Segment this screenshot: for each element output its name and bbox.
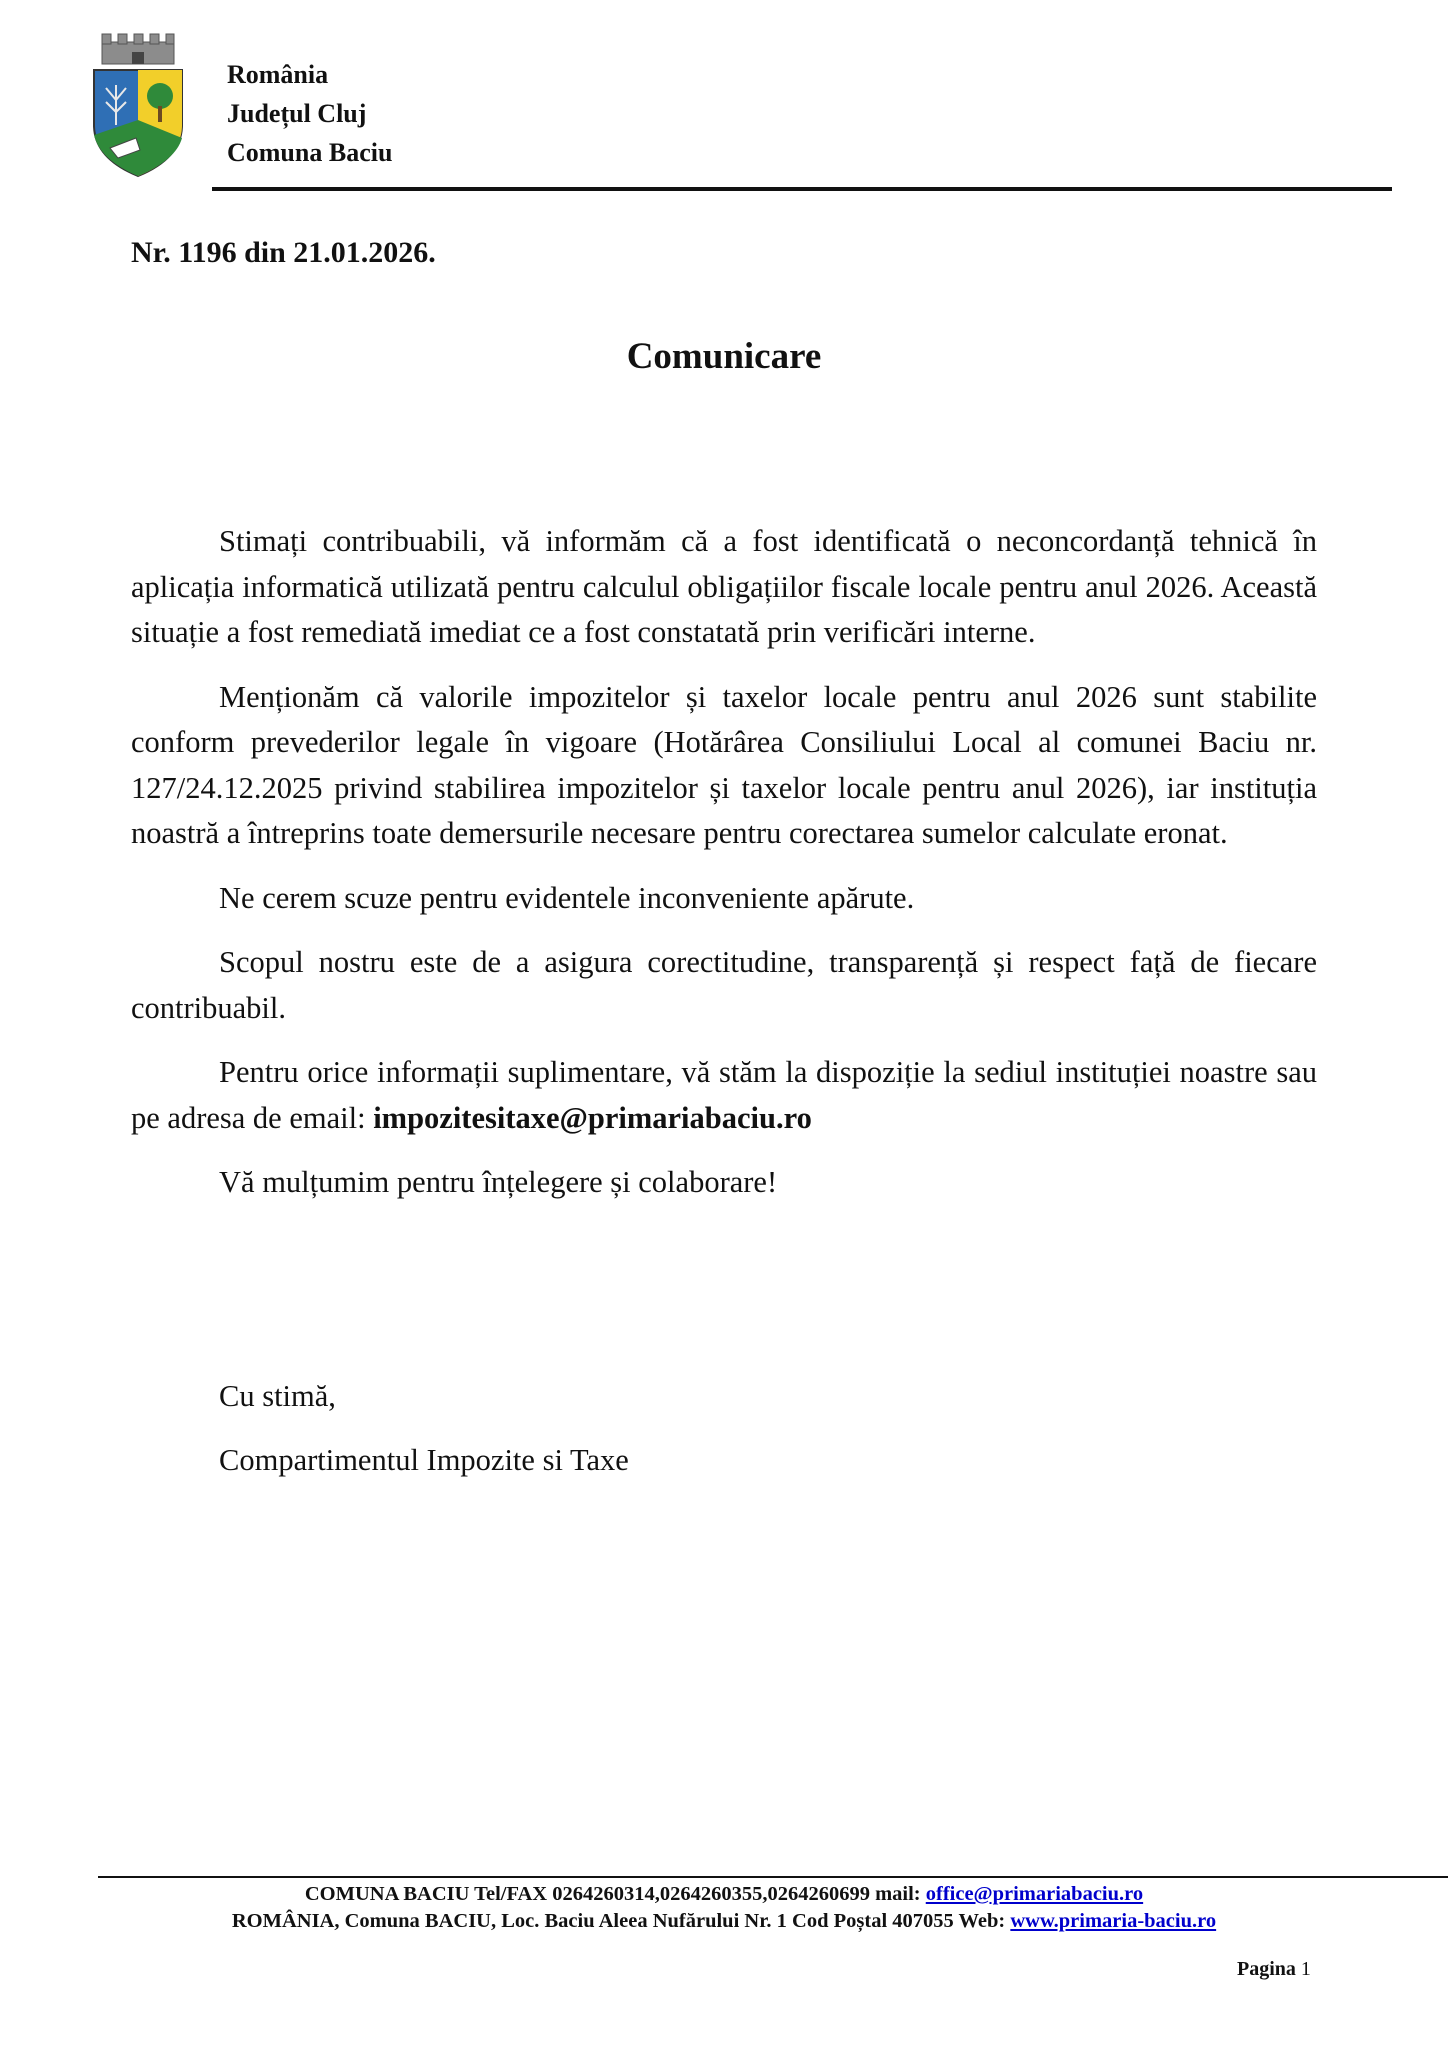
- paragraph-1: Stimați contribuabili, vă informăm că a fost identificată o neconcordanță tehnică în aplicația informatică utilizată pentru calculul obligațiilor fiscale locale pentru anul 2026. Această situație a fost remediată imediat ce a fost constatată prin verificări interne.: [131, 524, 1317, 649]
- header-country: România: [227, 60, 329, 89]
- header-commune: Comuna Baciu: [227, 138, 393, 167]
- paragraph-3: Ne cerem scuze pentru evidentele inconveniente apărute.: [219, 880, 915, 915]
- paragraph-6: Vă mulțumim pentru înțelegere și colaborare!: [219, 1165, 778, 1199]
- document-title: Comunicare: [626, 336, 822, 377]
- footer-divider: [98, 1876, 1448, 1878]
- letter-body: [131, 519, 1317, 1225]
- issuer-header: [227, 55, 392, 172]
- closing-department: Compartimentul Impozite si Taxe: [219, 1443, 629, 1477]
- footer-line-1: [0, 1881, 1448, 1908]
- closing-block: [219, 1374, 629, 1483]
- footer-line-2: [0, 1908, 1448, 1935]
- footer-web-link[interactable]: www.primaria-baciu.ro: [1010, 1910, 1217, 1932]
- footer-email-link[interactable]: office@primariabaciu.ro: [925, 1883, 1144, 1905]
- paragraph-5-text: Pentru orice informații suplimentare, vă stăm la dispoziție la sediul instituției noastre sau pe adresa de email:: [131, 1055, 1317, 1135]
- paragraph-2: Menționăm că valorile impozitelor și taxelor locale pentru anul 2026 sunt stabilite conform prevederilor legale în vigoare (Hotărârea Consiliului Local al comunei Baciu nr. 127/24.12.2025 privind stabilirea impozitelor și taxelor locale pentru anul 2026), iar instituția noastră a întreprins toate demersurile necesare pentru corectarea sumelor calculate eronat.: [131, 679, 1317, 850]
- header-county: Județul Cluj: [227, 99, 367, 128]
- closing-greeting: Cu stimă,: [219, 1379, 336, 1413]
- paragraph-5: [131, 1050, 1317, 1141]
- page-number-value: 1: [1300, 1958, 1311, 1980]
- document-number: Nr. 1196 din 21.01.2026.: [131, 236, 436, 269]
- header-divider: [212, 187, 1392, 191]
- page-number: [1237, 1958, 1311, 1981]
- contact-email: impozitesitaxe@primariabaciu.ro: [373, 1100, 812, 1135]
- footer-contact-text: COMUNA BACIU Tel/FAX 0264260314,0264260355,0264260699 mail:: [304, 1883, 926, 1905]
- paragraph-4: Scopul nostru este de a asigura corectitudine, transparență și respect față de fiecare contribuabil.: [131, 945, 1317, 1025]
- footer: [0, 1881, 1448, 1935]
- footer-address-text: ROMÂNIA, Comuna BACIU, Loc. Baciu Aleea Nufărului Nr. 1 Cod Poștal 407055 Web:: [231, 1910, 1011, 1932]
- coat-of-arms-icon: [88, 30, 188, 180]
- page-label: Pagina: [1237, 1958, 1296, 1980]
